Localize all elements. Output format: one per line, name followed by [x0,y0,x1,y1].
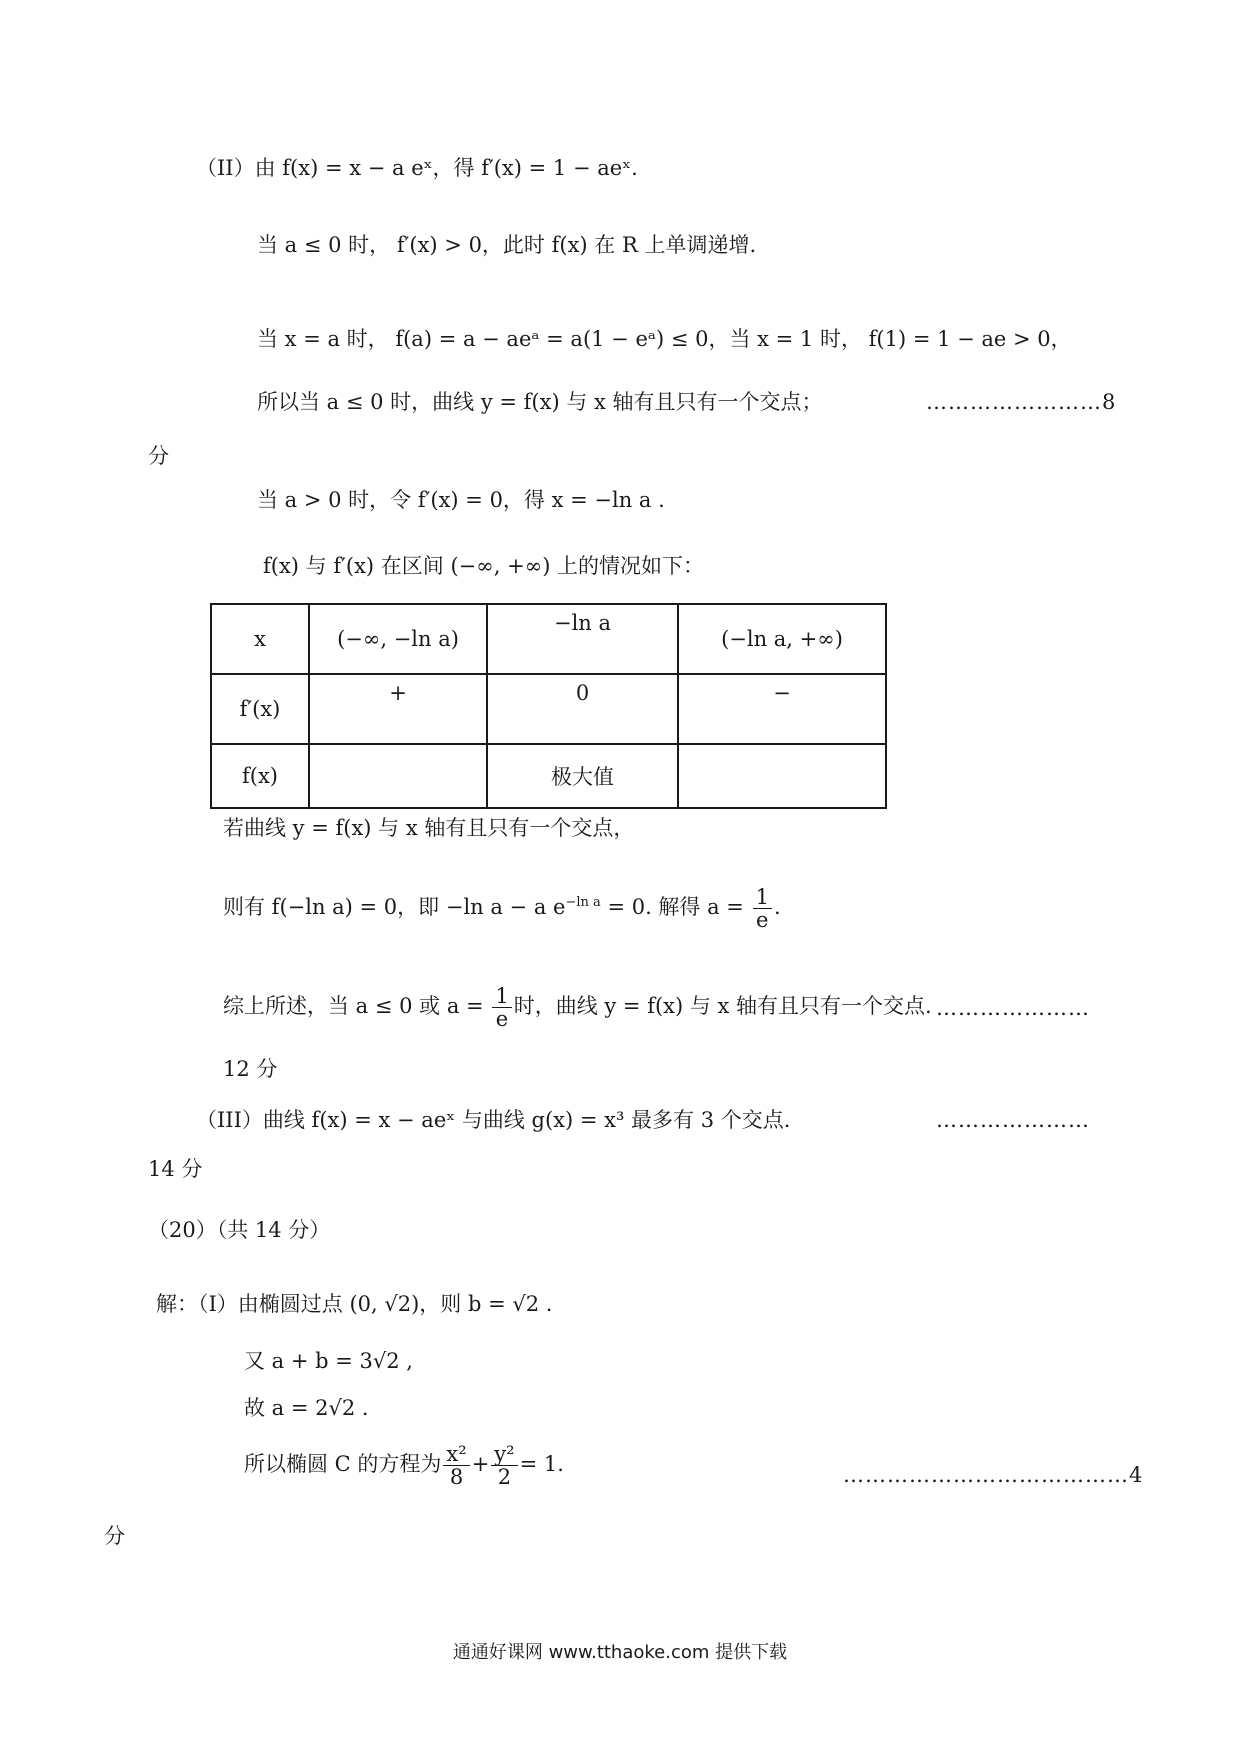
score-fen-14: 14 分 [148,1157,203,1181]
fraction-denominator: e [495,1007,509,1032]
part2-intro: （II）由 f(x) = x − a eˣ，得 f′(x) = 1 − aeˣ. [196,156,638,180]
solve-end: . [773,895,781,920]
part3-text: （III）曲线 f(x) = x − aeˣ 与曲线 g(x) = x³ 最多有 3 个交点. [196,1108,791,1132]
case-a-le-0: 当 a ≤ 0 时， f′(x) > 0，此时 f(x) 在 R 上单调递增. [257,233,757,257]
evaluation-line: 当 x = a 时， f(a) = a − aeᵃ = a(1 − eᵃ) ≤ 0，当 x = 1 时， f(1) = 1 − ae > 0， [257,327,1072,351]
fraction-numerator: 1 [492,985,511,1008]
score-dots-14: ………………… [936,1108,1090,1132]
equation-prefix: 所以椭圆 C 的方程为 [244,1452,442,1477]
table-cell: 极大值 [487,744,678,808]
fraction-x2-over-8 [443,1443,469,1488]
table-row-x [211,604,886,674]
fraction-one-over-e [492,985,511,1030]
case-a-gt-0: 当 a > 0 时，令 f′(x) = 0，得 x = −ln a . [257,488,665,512]
table-cell: f′(x) [211,674,309,744]
table-cell: f(x) [211,744,309,808]
summary-suffix: 时，曲线 y = f(x) 与 x 轴有且只有一个交点. [513,994,932,1019]
plus-sign: + [471,1452,490,1477]
q20-solution-line-1: 解：（I）由椭圆过点 (0, √2)，则 b = √2 . [156,1292,553,1316]
score-dots-4: …………………………………4 [843,1463,1144,1487]
fraction-denominator: e [756,908,769,933]
fraction-numerator: y² [491,1443,517,1466]
fraction-numerator: x² [443,1443,469,1466]
score-dots-12: ………………… [936,996,1090,1020]
score-fen-8: 分 [148,444,169,468]
solve-prefix: 则有 f(−ln a) = 0，即 −ln a − a e [223,895,566,920]
fraction-denominator: 8 [449,1465,464,1490]
score-fen-12: 12 分 [223,1057,278,1081]
table-cell: 0 [487,674,678,744]
solve-line [223,886,781,931]
q20-solution-line-2: 又 a + b = 3√2 , [244,1349,413,1373]
fraction-y2-over-2 [491,1443,517,1488]
variation-table [210,603,887,809]
table-row-function [211,744,886,808]
score-dots-8: ……………………8 [926,390,1117,414]
table-cell [678,744,886,808]
table-cell: − [678,674,886,744]
fraction-denominator: 2 [497,1465,512,1490]
summary-prefix: 综上所述，当 a ≤ 0 或 a = [223,994,491,1019]
fraction-one-over-e [753,886,772,931]
table-cell: −ln a [487,604,678,674]
ellipse-equation-line [244,1443,564,1488]
table-cell [309,744,487,808]
conclusion-a-le-0: 所以当 a ≤ 0 时，曲线 y = f(x) 与 x 轴有且只有一个交点； [257,390,823,414]
if-curve-line: 若曲线 y = f(x) 与 x 轴有且只有一个交点， [223,816,635,840]
table-cell: + [309,674,487,744]
table-cell: x [211,604,309,674]
table-intro: f(x) 与 f′(x) 在区间 (−∞, +∞) 上的情况如下： [263,554,705,578]
table-cell: (−∞, −ln a) [309,604,487,674]
question-20-heading: （20）（共 14 分） [148,1218,331,1242]
page-footer: 通通好课网 www.tthaoke.com 提供下载 [452,1642,788,1663]
score-fen-4: 分 [104,1524,125,1548]
solve-mid: = 0. 解得 a = [600,895,751,920]
summary-line [223,985,932,1030]
solve-exponent: −ln a [565,895,601,911]
q20-solution-line-3: 故 a = 2√2 . [244,1396,369,1420]
equation-end: = 1. [519,1452,564,1477]
table-row-derivative [211,674,886,744]
fraction-numerator: 1 [753,886,772,909]
table-cell: (−ln a, +∞) [678,604,886,674]
